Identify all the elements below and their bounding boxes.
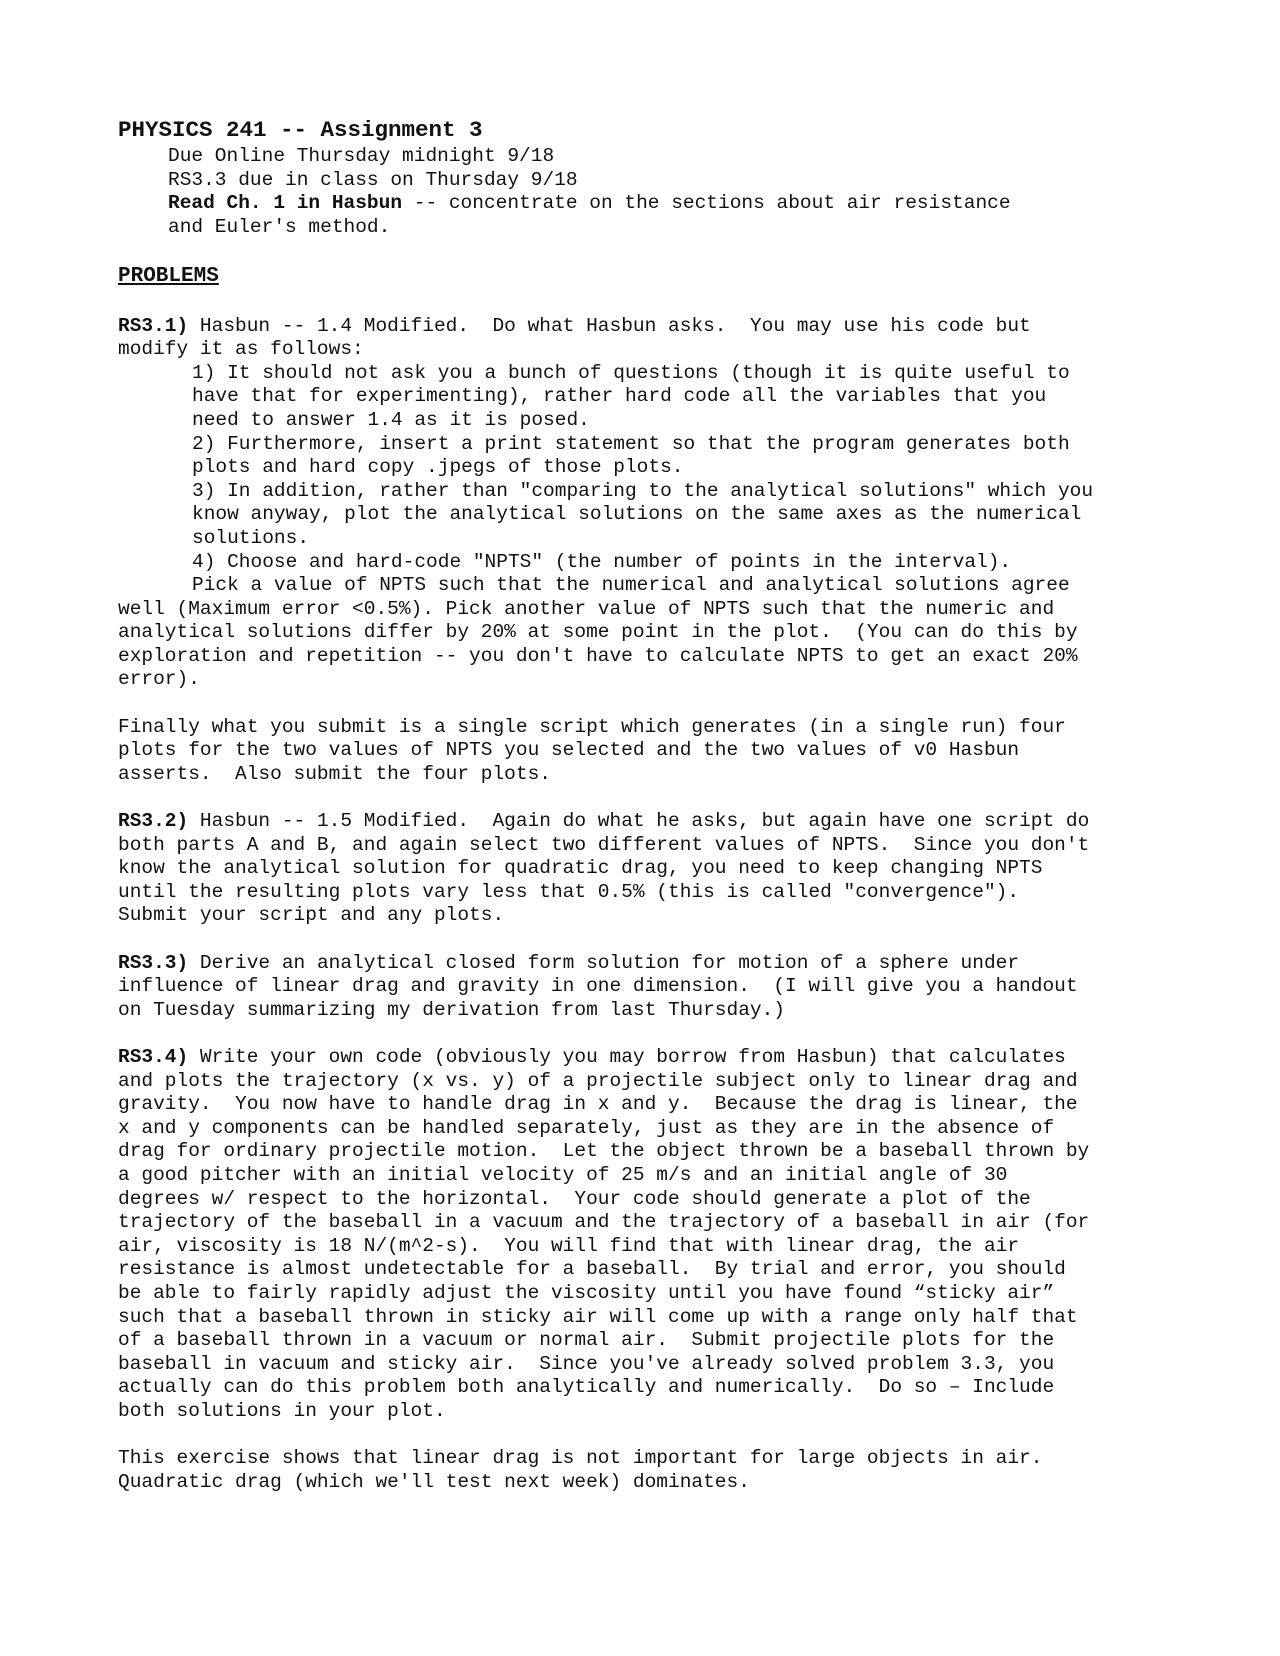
problem-text: resistance is almost undetectable for a baseball. By trial and error, you should (118, 1258, 1066, 1281)
closing-text: This exercise shows that linear drag is not important for large objects in air. (118, 1447, 1043, 1470)
problem-text: of a baseball thrown in a vacuum or normal air. Submit projectile plots for the (118, 1329, 1055, 1352)
problem-label: RS3.1) (118, 314, 189, 337)
problem-text: both solutions in your plot. (118, 1399, 446, 1422)
problem-text: air, viscosity is 18 N/(m^2-s). You will find that with linear drag, the air (118, 1234, 1020, 1257)
problem-text: x and y components can be handled separately, just as they are in the absence of (118, 1116, 1055, 1139)
problem-text: plots for the two values of NPTS you selected and the two values of v0 Hasbun (118, 739, 1020, 762)
problem-text: error). (118, 668, 200, 691)
reading-continued: and Euler's method. (168, 215, 391, 238)
list-item: have that for experimenting), rather hard code all the variables that you (192, 385, 1047, 408)
problem-text: on Tuesday summarizing my derivation from last Thursday.) (118, 998, 786, 1021)
problem-text: modify it as follows: (118, 338, 364, 361)
due-in-class: RS3.3 due in class on Thursday 9/18 (168, 168, 578, 191)
problem-text: know the analytical solution for quadratic drag, you need to keep changing NPTS (118, 857, 1043, 880)
problem-text: gravity. You now have to handle drag in x and y. Because the drag is linear, the (118, 1093, 1078, 1116)
problem-text: until the resulting plots vary less that 0.5% (this is called "convergence"). (118, 880, 1020, 903)
problem-text: trajectory of the baseball in a vacuum and the trajectory of a baseball in air (for (118, 1211, 1090, 1234)
problem-text: drag for ordinary projectile motion. Let the object thrown be a baseball thrown by (118, 1140, 1090, 1163)
problem-text: such that a baseball thrown in sticky air will come up with a range only half that (118, 1305, 1078, 1328)
problem-text: analytical solutions differ by 20% at some point in the plot. (You can do this by (118, 621, 1078, 644)
closing-text: Quadratic drag (which we'll test next week) dominates. (118, 1470, 750, 1493)
problems-heading: PROBLEMS (118, 264, 219, 288)
problem-text: Write your own code (obviously you may borrow from Hasbun) that calculates (188, 1045, 1066, 1068)
reading-assignment (118, 192, 1228, 216)
problem-rs3-4 (118, 1046, 1228, 1424)
problem-text: baseball in vacuum and sticky air. Since you've already solved problem 3.3, you (118, 1352, 1055, 1375)
closing-note (118, 1447, 1228, 1494)
problem-label: RS3.4) (118, 1045, 189, 1068)
list-item: plots and hard copy .jpegs of those plots. (192, 456, 684, 479)
problem-label: RS3.3) (118, 951, 189, 974)
problem-text: influence of linear drag and gravity in one dimension. (I will give you a handout (118, 975, 1078, 998)
page-title: PHYSICS 241 -- Assignment 3 (118, 117, 483, 143)
problem-rs3-1 (118, 315, 1228, 787)
problem-text: well (Maximum error <0.5%). Pick another value of NPTS such that the numeric and (118, 597, 1055, 620)
problem-text: Hasbun -- 1.5 Modified. Again do what he asks, but again have one script do (188, 810, 1090, 833)
problem-rs3-2 (118, 810, 1228, 928)
assignment-page (118, 116, 1228, 1494)
problem-text: and plots the trajectory (x vs. y) of a projectile subject only to linear drag and (118, 1069, 1078, 1092)
problem-text: Submit your script and any plots. (118, 904, 505, 927)
problem-text: asserts. Also submit the four plots. (118, 762, 551, 785)
list-item: Pick a value of NPTS such that the numerical and analytical solutions agree (192, 574, 1070, 597)
reading-bold: Read Ch. 1 in Hasbun (168, 192, 403, 215)
problem-text: a good pitcher with an initial velocity of 25 m/s and an initial angle of 30 (118, 1163, 1008, 1186)
problem-text: both parts A and B, and again select two different values of NPTS. Since you don't (118, 833, 1090, 856)
list-item: 4) Choose and hard-code "NPTS" (the number of points in the interval). (192, 550, 1012, 573)
problem-text: be able to fairly rapidly adjust the viscosity until you have found “sticky air” (118, 1281, 1055, 1304)
problem-text: exploration and repetition -- you don't have to calculate NPTS to get an exact 20% (118, 644, 1078, 667)
problem-text: Finally what you submit is a single script which generates (in a single run) four (118, 715, 1066, 738)
list-item: 2) Furthermore, insert a print statement so that the program generates both (192, 432, 1070, 455)
problem-text: actually can do this problem both analytically and numerically. Do so – Include (118, 1376, 1055, 1399)
due-online: Due Online Thursday midnight 9/18 (168, 145, 555, 167)
list-item: know anyway, plot the analytical solutions on the same axes as the numerical (192, 503, 1082, 526)
problem-text: degrees w/ respect to the horizontal. Your code should generate a plot of the (118, 1187, 1031, 1210)
problem-label: RS3.2) (118, 810, 189, 833)
list-item: need to answer 1.4 as it is posed. (192, 408, 590, 431)
reading-rest: -- concentrate on the sections about air resistance (402, 192, 1011, 215)
list-item: 1) It should not ask you a bunch of questions (though it is quite useful to (192, 361, 1070, 384)
list-item: 3) In addition, rather than "comparing to the analytical solutions" which you (192, 479, 1094, 502)
problem-rs3-3 (118, 952, 1228, 1023)
problem-text: Hasbun -- 1.4 Modified. Do what Hasbun asks. You may use his code but (188, 314, 1031, 337)
list-item: solutions. (192, 526, 310, 549)
problem-text: Derive an analytical closed form solution for motion of a sphere under (188, 951, 1020, 974)
